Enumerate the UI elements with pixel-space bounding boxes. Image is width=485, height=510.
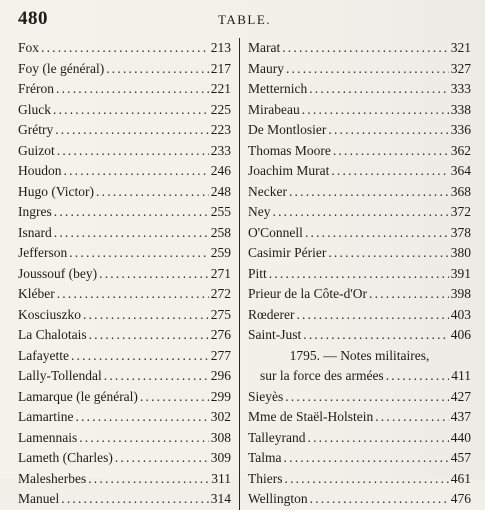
- entry-name: Lafayette: [18, 347, 69, 363]
- entry-name: Rœderer: [248, 306, 295, 322]
- entry-page-number: 391: [450, 265, 471, 281]
- entry-name: O'Connell: [248, 224, 303, 240]
- dot-leader: [386, 366, 450, 387]
- entry-page-number: 311: [211, 470, 231, 486]
- index-entry: [248, 346, 471, 387]
- index-entry: [248, 79, 471, 100]
- entry-name: Maury: [248, 60, 284, 76]
- dot-leader: [75, 407, 208, 428]
- entry-name-continued: sur la force des armées: [260, 368, 384, 383]
- entry-name: Mme de Staël-Holstein: [248, 409, 374, 424]
- index-entry: [18, 141, 231, 162]
- dot-leader: [305, 223, 449, 244]
- entry-name: De Montlosier: [248, 122, 327, 137]
- entry-name: Casimir Périer: [248, 245, 327, 260]
- dot-leader: [289, 182, 449, 203]
- entry-name: Talma: [248, 450, 282, 465]
- index-entry: [248, 407, 471, 428]
- entry-page-number: 271: [210, 265, 231, 281]
- entry-name: Fréron: [18, 81, 54, 96]
- entry-page-number: 277: [210, 347, 231, 363]
- index-entry: [18, 366, 231, 387]
- entry-page-number: 461: [450, 470, 471, 486]
- entry-name: Saint-Just: [248, 327, 302, 342]
- entry-page-number: 225: [210, 101, 231, 117]
- entry-page-number: 378: [450, 224, 471, 240]
- entry-name: Grétry: [18, 122, 54, 137]
- entry-name: Hugo (Victor): [18, 183, 95, 199]
- entry-page-number: 427: [450, 388, 471, 404]
- index-entry: [248, 182, 471, 203]
- index-entry: [248, 120, 471, 141]
- index-entry: [248, 161, 471, 182]
- page-number: 480: [18, 8, 48, 29]
- entry-page-number: 321: [450, 40, 471, 55]
- dot-leader: [269, 264, 449, 285]
- index-column-left: [18, 38, 240, 510]
- index-entry: [18, 161, 231, 182]
- entry-name: Necker: [248, 183, 287, 199]
- entry-name: Sieyès: [248, 388, 284, 404]
- index-entry: [248, 264, 471, 285]
- dot-leader: [53, 100, 209, 121]
- dot-leader: [284, 448, 449, 469]
- entry-page-number: 248: [210, 183, 231, 199]
- index-entry: [18, 243, 231, 264]
- index-entry: [18, 387, 231, 408]
- entry-name: Thomas Moore: [248, 142, 331, 158]
- entry-page-number: 398: [450, 286, 471, 301]
- dot-leader: [296, 305, 448, 326]
- entry-page-number: 333: [450, 81, 471, 96]
- entry-name: Joussouf (bey): [18, 265, 98, 281]
- entry-page-number: 362: [450, 142, 471, 158]
- entry-page-number: 476: [450, 491, 471, 506]
- dot-leader: [69, 243, 209, 264]
- page-header: [18, 8, 471, 38]
- entry-page-number: 308: [210, 429, 231, 445]
- entry-page-number: 302: [210, 409, 231, 424]
- entry-name: Isnard: [18, 224, 52, 240]
- dot-leader: [282, 38, 449, 59]
- entry-name: La Chalotais: [18, 327, 87, 342]
- dot-leader: [61, 489, 209, 510]
- entry-page-number: 309: [210, 450, 231, 465]
- index-entry: [248, 448, 471, 469]
- entry-name: Malesherbes: [18, 470, 87, 486]
- index-entry: [248, 202, 471, 223]
- entry-name: Foy (le général): [18, 60, 105, 76]
- entry-page-number: 411: [451, 368, 471, 383]
- running-title: TABLE.: [217, 12, 272, 27]
- entry-name: Jefferson: [18, 245, 68, 260]
- index-entry: [18, 346, 231, 367]
- entry-page-number: 223: [210, 122, 231, 137]
- dot-leader: [310, 489, 449, 510]
- entry-page-number: 258: [210, 224, 231, 240]
- dot-leader: [89, 325, 209, 346]
- dot-leader: [309, 79, 449, 100]
- index-entry: [18, 100, 231, 121]
- entry-page-number: 437: [450, 409, 471, 424]
- dot-leader: [273, 202, 449, 223]
- dot-leader: [83, 305, 209, 326]
- index-entry: [18, 59, 231, 80]
- index-entry: [248, 305, 471, 326]
- entry-page-number: 338: [450, 101, 471, 117]
- dot-leader: [369, 284, 449, 305]
- dot-leader: [302, 100, 449, 121]
- entry-name: Lameth (Charles): [18, 450, 113, 465]
- dot-leader: [140, 387, 209, 408]
- entry-page-number: 372: [450, 204, 471, 219]
- dot-leader: [57, 141, 209, 162]
- index-entry: [18, 284, 231, 305]
- entry-name: Wellington: [248, 491, 308, 506]
- entry-page-number: 255: [210, 204, 231, 219]
- index-entry: [18, 428, 231, 449]
- index-entry: [18, 489, 231, 510]
- entry-page-number: 275: [210, 306, 231, 322]
- index-entry: [248, 59, 471, 80]
- index-entry: [18, 38, 231, 59]
- entry-name: Marat: [248, 40, 281, 55]
- entry-page-number: 276: [210, 327, 231, 342]
- dot-leader: [64, 161, 209, 182]
- entry-name: Metternich: [248, 81, 308, 96]
- index-entry: [248, 223, 471, 244]
- dot-leader: [328, 243, 448, 264]
- entry-name: Pitt: [248, 265, 267, 281]
- index-entry: [18, 264, 231, 285]
- dot-leader: [106, 59, 209, 80]
- entry-name: Thiers: [248, 470, 283, 486]
- dot-leader: [56, 79, 209, 100]
- entry-page-number: 314: [210, 491, 231, 506]
- entry-name: Kléber: [18, 286, 55, 301]
- entry-name: Talleyrand: [248, 429, 306, 445]
- entry-name: 1795. — Notes militaires,: [289, 347, 430, 363]
- index-entry: [248, 100, 471, 121]
- dot-leader: [303, 325, 448, 346]
- entry-page-number: 364: [450, 163, 471, 178]
- index-entry: [18, 79, 231, 100]
- entry-page-number: 259: [210, 245, 231, 260]
- dot-leader: [55, 120, 209, 141]
- index-entry: [18, 223, 231, 244]
- index-entry: [18, 202, 231, 223]
- dot-leader: [71, 346, 209, 367]
- index-entry: [248, 243, 471, 264]
- entry-name: Gluck: [18, 101, 51, 117]
- index-entry: [18, 448, 231, 469]
- dot-leader: [285, 387, 449, 408]
- index-entry: [18, 325, 231, 346]
- entry-name: Lamarque (le général): [18, 388, 138, 404]
- entry-page-number: 457: [450, 450, 471, 465]
- dot-leader: [57, 284, 209, 305]
- dot-leader: [79, 428, 209, 449]
- entry-name: Ingres: [18, 204, 52, 219]
- entry-name: Manuel: [18, 491, 60, 506]
- dot-leader: [54, 223, 209, 244]
- entry-name: Mirabeau: [248, 101, 300, 117]
- dot-leader: [375, 407, 449, 428]
- entry-page-number: 296: [210, 368, 231, 383]
- dot-leader: [331, 161, 448, 182]
- index-entry: [18, 182, 231, 203]
- index-entry: [248, 141, 471, 162]
- entry-name: Lally-Tollendal: [18, 368, 102, 383]
- entry-page-number: 406: [450, 327, 471, 342]
- entry-name: Joachim Murat: [248, 163, 330, 178]
- entry-page-number: 380: [450, 245, 471, 260]
- entry-name: Ney: [248, 204, 271, 219]
- index-entry: [248, 387, 471, 408]
- entry-page-number: 403: [450, 306, 471, 322]
- index-entry: [248, 38, 471, 59]
- entry-continuation: [248, 366, 471, 387]
- entry-name: Prieur de la Côte-d'Or: [248, 286, 368, 301]
- index-entry: [248, 284, 471, 305]
- entry-page-number: 221: [210, 81, 231, 96]
- index-columns: [18, 38, 471, 510]
- dot-leader: [96, 182, 209, 203]
- entry-page-number: 272: [210, 286, 231, 301]
- index-entry: [18, 305, 231, 326]
- entry-page-number: 213: [210, 40, 231, 55]
- index-entry: [248, 428, 471, 449]
- index-column-right: [240, 38, 471, 510]
- dot-leader: [286, 59, 449, 80]
- entry-page-number: 327: [450, 60, 471, 76]
- entry-name: Lamennais: [18, 429, 78, 445]
- dot-leader: [328, 120, 448, 141]
- dot-leader: [104, 366, 209, 387]
- dot-leader: [115, 448, 209, 469]
- entry-name: Fox: [18, 40, 40, 55]
- entry-page-number: 440: [450, 429, 471, 445]
- dot-leader: [54, 202, 209, 223]
- entry-name: Guizot: [18, 142, 55, 158]
- dot-leader: [333, 141, 449, 162]
- dot-leader: [308, 428, 449, 449]
- index-entry: [18, 407, 231, 428]
- index-entry: [18, 120, 231, 141]
- entry-name: Kosciuszko: [18, 306, 81, 322]
- entry-page-number: 368: [450, 183, 471, 199]
- index-entry: [248, 489, 471, 510]
- entry-page-number: 336: [450, 122, 471, 137]
- entry-name: Houdon: [18, 163, 62, 178]
- entry-page-number: 233: [210, 142, 231, 158]
- entry-page-number: 246: [210, 163, 231, 178]
- dot-leader: [41, 38, 209, 59]
- entry-page-number: 299: [210, 388, 231, 404]
- dot-leader: [99, 264, 209, 285]
- entry-name: Lamartine: [18, 409, 74, 424]
- entry-page-number: 217: [210, 60, 231, 76]
- index-entry: [248, 325, 471, 346]
